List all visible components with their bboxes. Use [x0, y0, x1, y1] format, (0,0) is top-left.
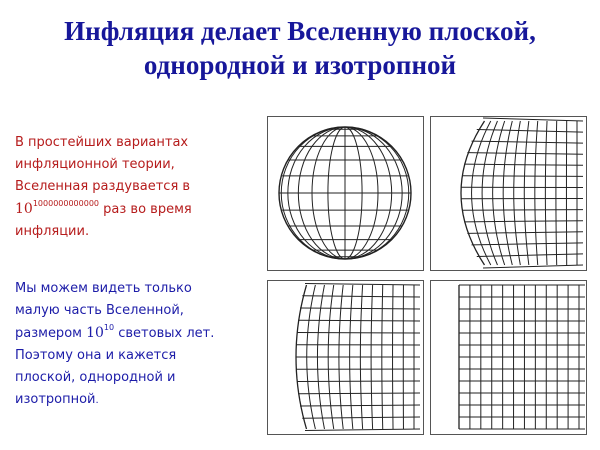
- grid-horizontal-line: [298, 320, 420, 321]
- slide-title-line-2: однородной и изотропной: [143, 50, 457, 80]
- panel-sphere: [267, 116, 424, 271]
- slide-title-line-1: Инфляция делает Вселенную плоской,: [64, 16, 536, 46]
- grid-horizontal-line: [302, 296, 420, 297]
- grid-horizontal-line: [464, 221, 583, 222]
- sphere-grid-figure: [268, 117, 422, 269]
- grid-horizontal-line: [483, 118, 583, 121]
- paragraph2-line-6-text: изотропной: [15, 392, 96, 407]
- grid-horizontal-line: [464, 164, 583, 165]
- paragraph1-line-4-text: раз во время: [103, 202, 192, 217]
- paragraph2-line-2: малую часть Вселенной,: [15, 303, 184, 318]
- grid-horizontal-line: [300, 308, 420, 309]
- paragraph-inflation-expansion: [15, 132, 255, 243]
- grid-vertical-line: [472, 121, 491, 265]
- paragraph1-line-3: Вселенная раздувается в: [15, 179, 191, 194]
- paragraph2-line-6: [15, 389, 265, 412]
- grid-horizontal-line: [297, 381, 420, 382]
- paragraph1-line-5: инфляции.: [15, 224, 90, 239]
- paragraph2-line-3-end: световых лет.: [118, 326, 215, 341]
- paragraph2-period: .: [95, 395, 99, 406]
- nearly-flat-grid-figure: [268, 281, 422, 433]
- paragraph1-line-1: В простейших вариантах: [15, 135, 189, 150]
- grid-horizontal-line: [297, 333, 420, 334]
- paragraph1-line-4: [15, 198, 255, 221]
- paragraph2-line-4: Поэтому она и кажется: [15, 348, 177, 363]
- grid-vertical-line: [482, 121, 497, 265]
- grid-horizontal-line: [298, 393, 420, 394]
- grid-horizontal-line: [300, 405, 420, 406]
- panel-flat-grid: [430, 280, 587, 435]
- paragraph2-line-1: Мы можем видеть только: [15, 281, 192, 296]
- flat-grid-figure: [431, 281, 585, 433]
- grid-horizontal-line: [462, 176, 583, 177]
- paragraph2-line-5: плоской, однородной и: [15, 370, 176, 385]
- paragraph2-line-3: [15, 322, 265, 345]
- grid-horizontal-line: [483, 265, 583, 268]
- grid-vertical-line: [514, 121, 521, 265]
- slide-title: [10, 14, 590, 82]
- power-exponent: 1000000000000: [32, 199, 99, 208]
- grid-vertical-line: [503, 121, 512, 265]
- grid-horizontal-line: [305, 284, 420, 286]
- curved-grid-figure: [431, 117, 585, 269]
- grid-horizontal-line: [462, 210, 583, 211]
- panel-nearly-flat-grid: [267, 280, 424, 435]
- grid-horizontal-line: [305, 429, 420, 431]
- paragraph-observable-universe: [15, 278, 265, 412]
- power-exponent: 10: [103, 323, 115, 332]
- power-base: 10: [15, 201, 33, 217]
- paragraph2-line-3-start: размером: [15, 326, 82, 341]
- power-base: 10: [86, 325, 104, 341]
- grid-horizontal-line: [302, 417, 420, 418]
- paragraph1-line-2: инфляционной теории,: [15, 157, 175, 172]
- panel-curved-grid: [430, 116, 587, 271]
